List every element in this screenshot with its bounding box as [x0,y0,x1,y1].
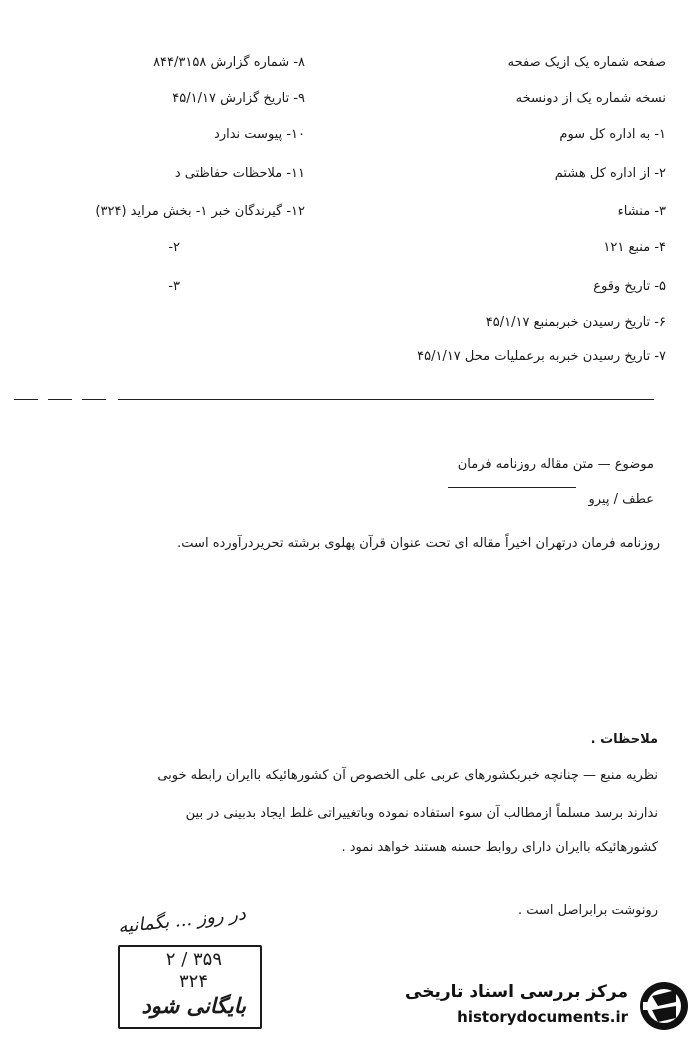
watermark-url: historydocuments.ir [457,1008,628,1026]
subject-underline [448,487,576,488]
recipients-line: ۱۲- گیرندگان خبر ۱- بخش مراید (۳۲۴) [95,204,305,219]
stamp-number-2: ۳۲۴ [178,971,208,992]
separator-rule [118,399,654,400]
remarks-line-1: نظریه منبع — چنانچه خبربکشورهای عربی علی الخصوص آن کشورهائیکه باایران رابطه خوبی [157,768,658,783]
handwritten-note: در روز ... بگمانیه [117,903,247,938]
source-line: ۴- منبع ۱۲۱ [603,240,666,255]
report-number-line: ۸- شماره گزارش ۸۴۴/۳۱۵۸ [153,55,305,70]
archive-stamp [118,945,262,1029]
recipient-3-line: ۳- [168,279,180,294]
body-paragraph: روزنامه فرمان درتهران اخیراً مقاله ای تحت عنوان قرآن پهلوی برشته تحریردرآورده است. [177,536,660,551]
stamp-number-1: ۳۵۹ / ۲ [165,949,222,970]
separator-dash [14,399,38,400]
page-number-line: صفحه شماره یک ازیک صفحه [507,55,666,70]
security-note-line: ۱۱- ملاحظات حفاظتی د [174,166,305,181]
ops-received-line: ۷- تاریخ رسیدن خبربه برعملیات محل ۴۵/۱/۱۷ [417,349,666,364]
report-date-line: ۹- تاریخ گزارش ۴۵/۱/۱۷ [172,91,305,106]
source-received-line: ۶- تاریخ رسیدن خبربمنبع ۴۵/۱/۱۷ [485,315,666,330]
watermark-title: مرکز بررسی اسناد تاریخی [405,982,628,1002]
separator-dash [48,399,72,400]
copy-note: رونوشت برابراصل است . [517,903,658,918]
to-department-line: ۱- به اداره کل سوم [559,127,666,142]
remarks-title: ملاحظات . [590,732,658,747]
event-date-line: ۵- تاریخ وقوع [593,279,666,294]
reference-line: عطف / پیرو [588,492,654,507]
from-department-line: ۲- از اداره کل هشتم [554,166,666,181]
separator-dash [82,399,106,400]
remarks-line-2: ندارند برسد مسلماً ازمطالب آن سوء استفاده نموده وباتغییراتی غلط ایجاد بدبینی در بین [185,806,658,821]
remarks-line-3: کشورهائیکه باایران دارای روابط حسنه هستند خواهد نمود . [341,840,658,855]
watermark-logo [405,978,690,1036]
attachment-line: ۱۰- پیوست ندارد [214,127,305,142]
copy-number-line: نسخه شماره یک از دونسخه [515,91,666,106]
archive-logo-icon [638,980,690,1032]
stamp-label: بایگانی شود [141,993,246,1018]
subject-line: موضوع — متن مقاله روزنامه فرمان [457,457,654,472]
origin-line: ۳- منشاء [617,204,666,219]
recipient-2-line: ۲- [168,240,180,255]
